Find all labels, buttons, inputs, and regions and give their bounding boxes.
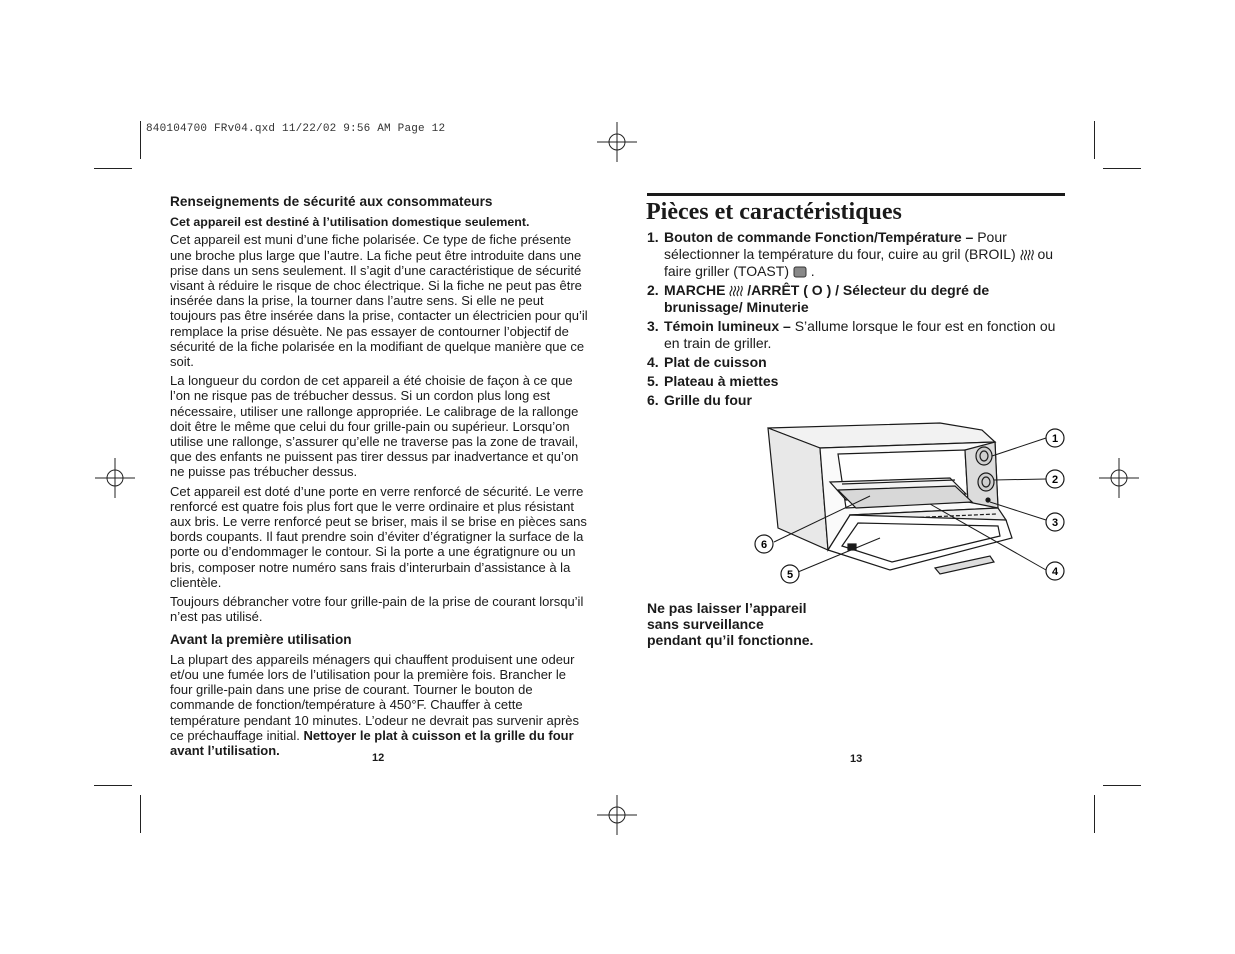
svg-text:2: 2	[1051, 474, 1059, 486]
broil-icon	[729, 285, 743, 297]
crop-mark	[1094, 795, 1095, 833]
list-item: 3. Témoin lumineux – S’allume lorsque le four est en fonction ou en train de griller.	[647, 318, 1056, 351]
paragraph: Cet appareil est muni d’une fiche polarisée. Ce type de fiche présente une broche plus large que l’autre. La fiche peut être introduite dans une prise dans un sens seulement. Il s’agit d’une caractéristique de sécurité visant à réduire le risque de choc électrique. Si la fiche ne peut pas être insérée dans la prise, la tourner dans l’autre sens. Si elle ne peut toujours pas être insérée dans la prise, contacter un électricien pour qu’il remplace la prise désuète. Ne pas essayer de contourner l’objectif de sécurité de la fiche polarisée en la modifiant de quelque manière que ce soit.	[170, 232, 588, 370]
warning-note: Ne pas laisser l’appareil sans surveillance pendant qu’il fonctionne.	[647, 600, 814, 648]
first-use-paragraph	[170, 652, 588, 758]
crop-mark	[94, 785, 132, 786]
crop-mark	[1103, 785, 1141, 786]
page-number-right: 13	[850, 753, 863, 765]
parts-list	[647, 229, 1065, 409]
paragraph: Toujours débrancher votre four grille-pain de la prise de courant lorsqu’il n’est pas utilisé.	[170, 594, 584, 625]
svg-text:4: 4	[1051, 566, 1059, 578]
list-item: 6. Grille du four	[647, 392, 752, 408]
crop-mark	[140, 121, 141, 159]
list-item: 1. Bouton de commande Fonction/Température – Pour sélectionner la température du four, cuire au gril (BROIL) ou faire griller (TOAST) .	[647, 229, 1054, 279]
crop-mark	[94, 168, 132, 169]
registration-mark-icon	[1099, 458, 1139, 498]
page-number-left: 12	[372, 752, 385, 764]
callout-5	[781, 565, 799, 583]
svg-text:6: 6	[760, 539, 768, 551]
callout-4	[1046, 562, 1064, 580]
parts-section	[647, 193, 1065, 411]
svg-text:3: 3	[1051, 517, 1059, 529]
lead-statement: Cet appareil est destiné à l’utilisation domestique seulement.	[170, 215, 530, 230]
crop-mark	[1094, 121, 1095, 159]
title-rule	[647, 193, 1065, 196]
registration-mark-icon	[597, 795, 637, 835]
file-slug: 840104700 FRv04.qxd 11/22/02 9:56 AM Page 12	[146, 123, 446, 135]
subheading: Avant la première utilisation	[170, 632, 352, 648]
callout-2	[1046, 470, 1064, 488]
crop-mark	[1103, 168, 1141, 169]
registration-mark-icon	[95, 458, 135, 498]
paragraph: La longueur du cordon de cet appareil a été choisie de façon à ce que l’on ne risque pas de trébucher dessus. Si un cordon plus long est nécessaire, utiliser une rallonge appropriée. Le calibrage de la rallonge doit être le même que celui du four grille-pain ou supérieur. Lorsqu’on utilise une rallonge, s’assurer qu’elle ne traverse pas la zone de travail, que des enfants ne puissent pas tirer dessus par inadvertance et qu’on ne puisse pas trébucher dessus.	[170, 373, 579, 480]
registration-mark-icon	[597, 122, 637, 162]
svg-text:1: 1	[1051, 433, 1059, 445]
list-item: 4. Plat de cuisson	[647, 354, 767, 370]
paragraph: Cet appareil est doté d’une porte en verre renforcé de sécurité. Le verre renforcé est quatre fois plus fort que le verre ordinaire et plus résistant aux bris. Le verre renforcé peut se briser, mais il se brise en pièces sans bords coupants. Il faut prendre soin d’éviter d’égratigner la surface de la porte ou d’endommager le contour. Si la porte a une égratignure ou un bris, composer notre numéro sans frais d’interurbain d’assistance à la clientèle.	[170, 483, 587, 590]
broil-icon	[1020, 249, 1034, 261]
list-item: 5. Plateau à miettes	[647, 373, 779, 389]
callout-1	[1046, 429, 1064, 447]
page-title: Pièces et caractéristiques	[646, 199, 902, 225]
section-heading: Renseignements de sécurité aux consommateurs	[170, 194, 493, 209]
callout-3	[1046, 513, 1064, 531]
svg-text:5: 5	[786, 569, 794, 581]
toaster-oven-diagram	[750, 420, 1070, 595]
safety-section	[170, 194, 588, 758]
first-use-bold: Nettoyer le plat à cuisson et la grille du four avant l’utilisation.	[170, 727, 574, 758]
list-item: 2. MARCHE /ARRÊT ( O ) / Sélecteur du degré de brunissage/ Minuterie	[647, 282, 990, 315]
crop-mark	[140, 795, 141, 833]
first-use-text: La plupart des appareils ménagers qui chauffent produisent une odeur et/ou une fumée lors de l’utilisation pour la première fois. Brancher le four grille-pain dans une prise de courant. Tourner le bouton de commande de fonction/température à 450°F. Chauffer à cette température pendant 10 minutes. L’odeur ne devrait pas survenir après ce préchauffage initial.	[170, 651, 580, 743]
callout-6	[755, 535, 773, 553]
toast-icon	[793, 266, 807, 278]
